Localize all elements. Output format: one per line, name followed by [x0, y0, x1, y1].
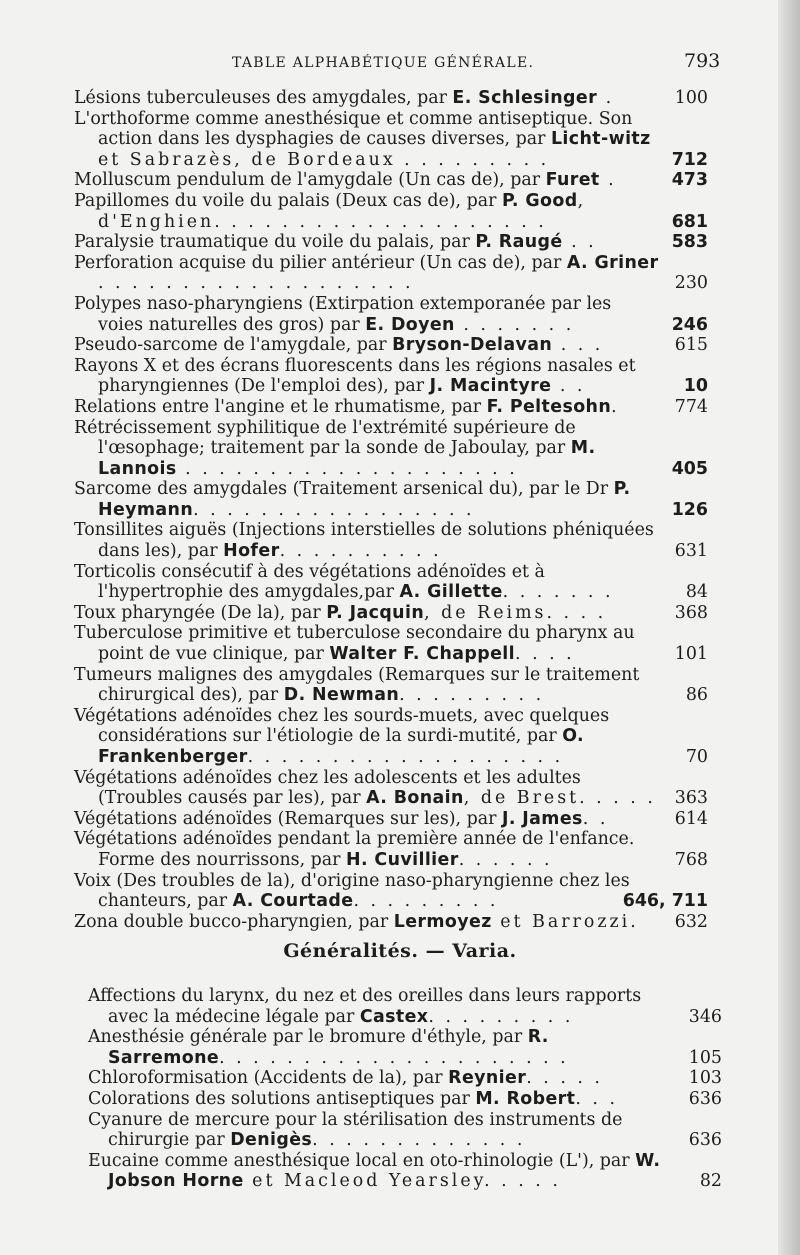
entry-page-number: 583 [671, 232, 708, 253]
entry-page-number: 615 [674, 335, 708, 356]
index-entry [88, 1089, 734, 1110]
entry-leader: et Macleod Yearsley. . . . . [243, 1171, 561, 1192]
running-header [0, 50, 800, 76]
index-entry [88, 1151, 734, 1192]
index-entries-varia [88, 986, 734, 1192]
entry-leader: . . . . . . . . . [353, 891, 499, 912]
page-edge-shadow [778, 0, 800, 1255]
entry-leader: . . . . . . [458, 849, 553, 870]
index-entries [74, 88, 720, 932]
entry-page-number: 405 [671, 458, 708, 479]
entry-page-number: 100 [674, 88, 708, 108]
entry-leader: . . . . . . . . . . . . . . . . . . . [247, 747, 564, 767]
entry-leader: . [599, 170, 617, 191]
index-entry [74, 356, 720, 397]
entry-page-number: 712 [671, 149, 708, 170]
index-entry [74, 397, 720, 418]
entry-title: Végétations adénoïdes chez les adolescents et les adultes (Troubles causés par les), par [74, 767, 581, 809]
entry-title: Tonsillites aiguës (Injections interstielles de solutions phéniquées dans les), par [74, 520, 654, 562]
entry-title: Relations entre l'angine et le rhumatisme, par [74, 396, 487, 417]
entry-page-number: 230 [674, 273, 708, 294]
entry-title: Torticolis consécutif à des végétations adénoïdes et à l'hypertrophie des amygdales,par [74, 561, 545, 603]
entry-leader: . . . [552, 335, 604, 356]
index-entry [88, 1027, 734, 1068]
entry-leader: . . . . . . . [454, 314, 575, 335]
index-entry [74, 170, 720, 191]
header-title: TABLE ALPHABÉTIQUE GÉNÉRALE. [232, 55, 535, 71]
entry-leader: . . . . . [526, 1068, 603, 1089]
entry-title: Toux pharyngée (De la), par [74, 602, 327, 623]
entry-author: W. Jobson Horne [108, 1150, 661, 1192]
entry-leader: . . . [575, 1088, 618, 1109]
index-entry [74, 253, 720, 294]
entry-page-number: 101 [674, 644, 708, 665]
entry-leader: . . [582, 808, 609, 829]
entry-page-number: 10 [683, 376, 708, 397]
entry-page-number: 636 [688, 1130, 722, 1151]
entry-title: Polypes naso-pharyngiens (Extirpation extemporanée par les voies naturelles des gros) par [74, 293, 612, 335]
entry-leader: . . . . . . . . . . . . . [312, 1130, 526, 1151]
entry-author: Hofer [223, 541, 280, 562]
entry-title: Sarcome des amygdales (Traitement arsenical du), par le Dr [74, 479, 614, 500]
index-entry [74, 418, 720, 480]
index-entry [74, 623, 720, 664]
entry-author: E. Doyen [365, 314, 455, 335]
entry-author: P. Jacquin [326, 602, 425, 623]
entry-page-number: 614 [674, 808, 708, 829]
entry-author: Bryson-Delavan [392, 335, 553, 356]
entry-author: A. Courtade [232, 891, 354, 912]
entry-page-number: 368 [674, 602, 708, 623]
entry-title: Pseudo-sarcome de l'amygdale, par [74, 335, 393, 356]
entry-page-number: 646, 711 [622, 891, 708, 912]
index-entry [74, 912, 720, 933]
entry-title: Végétations adénoïdes (Remarques sur les), par [74, 808, 502, 829]
entry-leader: . . . . . . . . . [428, 1006, 574, 1027]
entry-author: O. Frankenberger [98, 726, 584, 767]
entry-title: L'orthoforme comme anesthésique et comme antiseptique. Son action dans les dysphagies de causes diverses, par [74, 108, 633, 150]
entry-author: P. Good [501, 190, 578, 211]
index-entry [74, 88, 720, 109]
entry-author: Licht-witz [550, 129, 651, 150]
index-entry [74, 191, 720, 232]
entry-leader: , de Brest. . . . . [463, 788, 656, 809]
entry-leader: . . . . . . . [502, 582, 614, 603]
entry-leader: . . . . . . . . . . [279, 541, 442, 562]
entry-author: Lermoyez [393, 911, 492, 932]
entry-leader: . . [562, 232, 597, 253]
entry-author: M. Lannois [98, 438, 596, 479]
entry-leader: . . . . . . . . . . . . . . . . . . . . . [219, 1047, 569, 1068]
entry-title: Tumeurs malignes des amygdales (Remarques sur le traitement chirurgical des), par [74, 664, 640, 706]
entry-page-number: 346 [688, 1006, 722, 1027]
entry-author: Walter F. Chappell [329, 644, 516, 665]
entry-page-number: 632 [674, 911, 708, 932]
entry-title: Rétrécissement syphilitique de l'extrémité supérieure de l'œsophage; traitement par la sonde de Jaboulay, par [74, 417, 576, 459]
entry-leader: . [611, 396, 620, 417]
page-number: 793 [684, 50, 721, 72]
index-entry [74, 706, 720, 768]
entry-page-number: 631 [674, 541, 708, 562]
entry-page-number: 636 [688, 1088, 722, 1109]
entry-title: Chloroformisation (Accidents de la), par [88, 1068, 449, 1089]
index-entry [74, 520, 720, 561]
entry-title: Végétations adénoïdes chez les sourds-muets, avec quelques considérations sur l'étiologie de la surdi-mutité, par [74, 705, 610, 747]
entry-title: Colorations des solutions antiseptiques par [88, 1088, 476, 1109]
entry-leader: , de Reims. . . . [424, 602, 607, 623]
entry-page-number: 82 [699, 1171, 722, 1192]
entry-author: Furet [545, 170, 600, 191]
entry-author: A. Gillette [399, 582, 503, 603]
entry-title: Affections du larynx, du nez et des oreilles dans leurs rapports avec la médecine légale par [88, 986, 642, 1027]
entry-leader: . . . . . . . . . [399, 685, 545, 706]
index-entry [74, 232, 720, 253]
entry-page-number: 84 [685, 582, 708, 603]
entry-page-number: 70 [685, 747, 708, 767]
index-entry [74, 294, 720, 335]
entry-title: Rayons X et des écrans fluorescents dans les régions nasales et pharyngiennes (De l'emploi des), par [74, 355, 636, 397]
index-entry [88, 1110, 734, 1151]
entry-title: Tuberculose primitive et tuberculose secondaire du pharynx au point de vue clinique, par [74, 623, 635, 665]
index-entry [74, 603, 720, 624]
entry-title: Eucaine comme anesthésique local en oto-rhinologie (L'), par [88, 1150, 636, 1171]
entry-title: Paralysie traumatique du voile du palais, par [74, 232, 476, 253]
entry-leader: et Sabrazès, de Bordeaux . . . . . . . . . [98, 149, 550, 170]
index-entry [74, 665, 720, 706]
entry-leader: . . . . . . . . . . . . . . . . . . . [98, 273, 414, 294]
entry-leader: . [597, 88, 615, 108]
index-entry [74, 829, 720, 870]
entry-page-number: 768 [674, 849, 708, 870]
index-entry [88, 1068, 734, 1089]
entry-author: Castex [359, 1006, 429, 1027]
entry-leader: . . . . . . . . . . . . . . . . . [193, 499, 475, 520]
entry-leader: . . [551, 376, 586, 397]
entry-author: J. Macintyre [429, 376, 552, 397]
entry-title: Lésions tuberculeuses des amygdales, par [74, 88, 453, 108]
entry-title: Zona double bucco-pharyngien, par [74, 911, 394, 932]
entry-leader: . . . . [515, 644, 575, 665]
entry-author: A. Bonain [366, 788, 464, 809]
entry-title: Perforation acquise du pilier antérieur (Un cas de), par [74, 252, 567, 273]
entry-page-number: 681 [671, 211, 708, 232]
entry-author: M. Robert [475, 1088, 576, 1109]
index-entry [88, 986, 734, 1027]
index-entry [74, 809, 720, 830]
index-entry [74, 335, 720, 356]
entry-leader: , d'Enghien. . . . . . . . . . . . . . . . . . . . [98, 190, 587, 232]
entry-author: Reynier [448, 1068, 527, 1089]
entry-leader: et Barrozzi. [491, 911, 639, 932]
entry-author: E. Schlesinger [452, 88, 598, 108]
entry-page-number: 105 [688, 1047, 722, 1068]
section-title: Généralités. — Varia. [283, 940, 517, 962]
entry-page-number: 473 [671, 170, 708, 191]
entry-author: P. Raugé [475, 232, 563, 253]
entry-page-number: 86 [685, 685, 708, 706]
entry-page-number: 363 [674, 788, 708, 809]
index-entry [74, 871, 720, 912]
entry-title: Molluscum pendulum de l'amygdale (Un cas de), par [74, 170, 546, 191]
entry-page-number: 246 [671, 314, 708, 335]
index-entry [74, 479, 720, 520]
entry-page-number: 774 [674, 396, 708, 417]
entry-title: Voix (Des troubles de la), d'origine naso-pharyngienne chez les chanteurs, par [74, 870, 630, 912]
entry-title: Cyanure de mercure pour la stérilisation des instruments de chirurgie par [88, 1109, 623, 1151]
entry-title: Papillomes du voile du palais (Deux cas de), par [74, 190, 502, 211]
entry-title: Végétations adénoïdes pendant la première année de l'enfance. Forme des nourrissons, par [74, 829, 635, 870]
entry-page-number: 126 [671, 499, 708, 520]
entry-author: F. Peltesohn [486, 396, 612, 417]
index-entry [74, 109, 720, 171]
entry-author: D. Newman [283, 685, 400, 706]
entry-leader: . . . . . . . . . . . . . . . . . . . . [176, 458, 518, 479]
entry-author: R. Sarremone [108, 1027, 549, 1068]
entry-author: J. James [501, 808, 583, 829]
entry-author: H. Cuvillier [346, 849, 459, 870]
index-entry [74, 768, 720, 809]
entry-author: Denigès [230, 1130, 313, 1151]
entry-author: A. Griner [566, 252, 659, 273]
entry-title: Anesthésie générale par le bromure d'éthyle, par [88, 1027, 528, 1048]
entry-author: P. Heymann [98, 479, 631, 520]
index-entry [74, 562, 720, 603]
entry-page-number: 103 [688, 1068, 722, 1089]
